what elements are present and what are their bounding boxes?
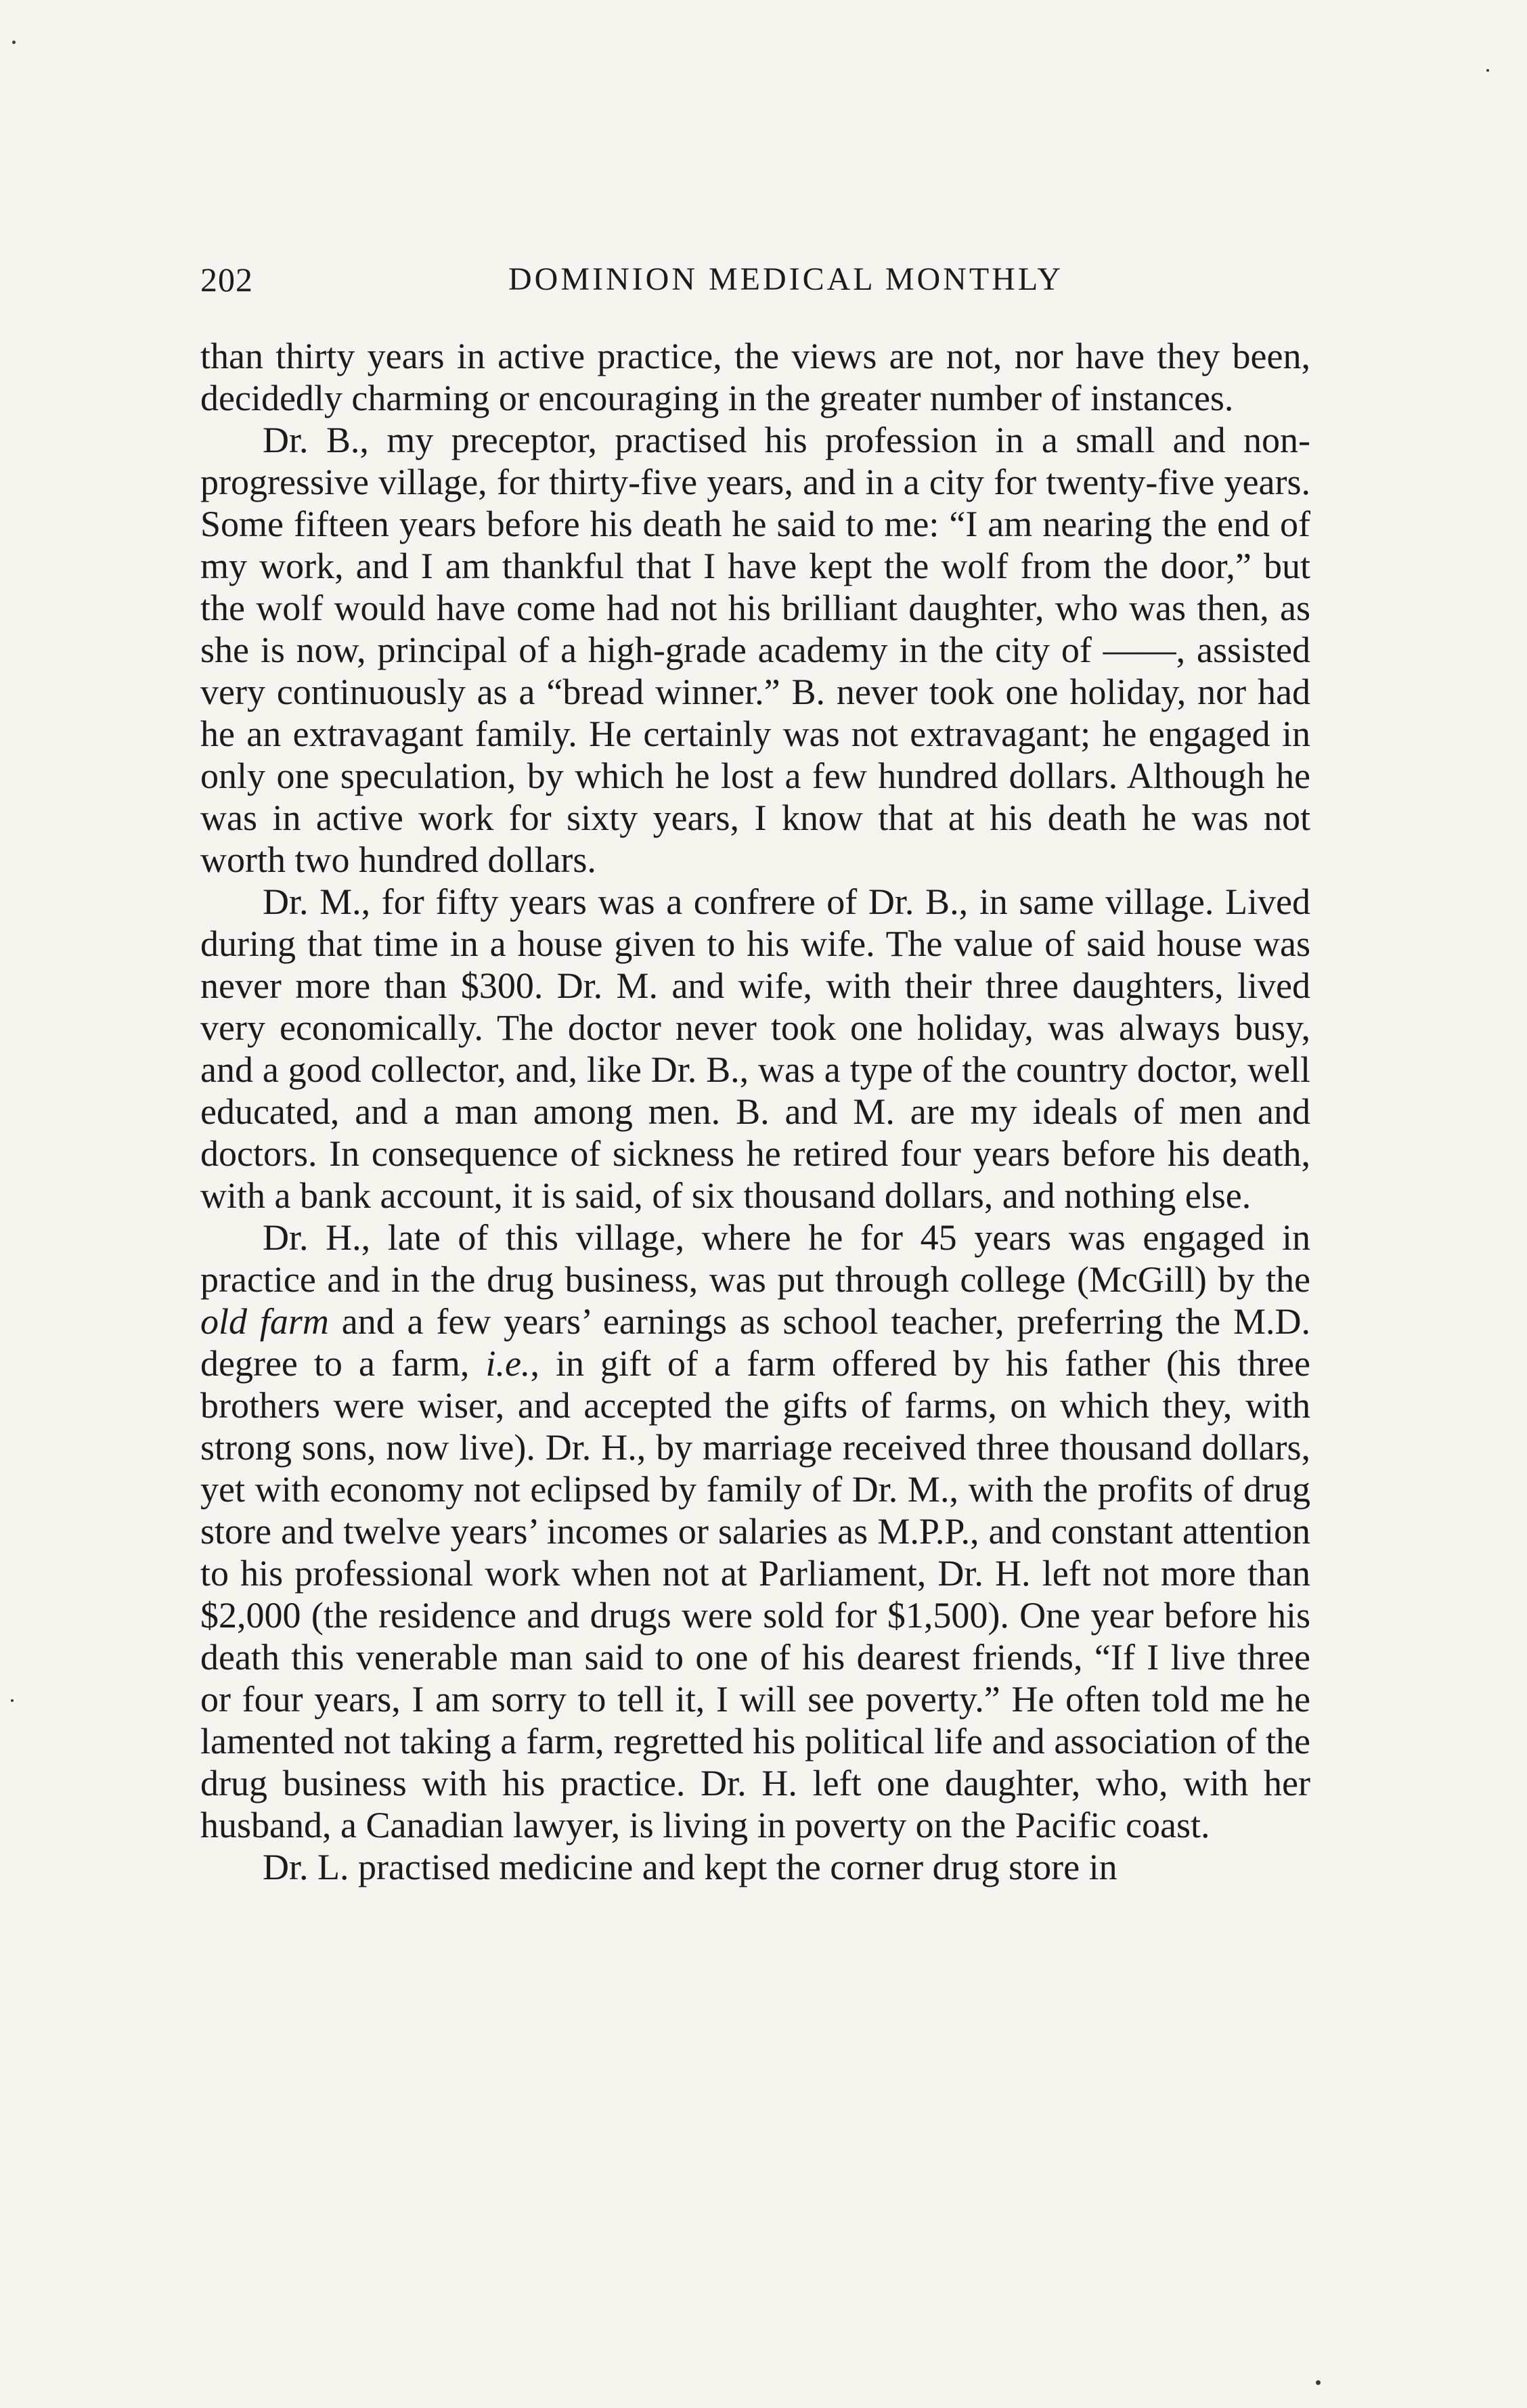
paragraph-dr-m: Dr. M., for fifty years was a confrere of Dr. B., in same village. Lived during that time in a house given to his wife. The value of said house was never more than $300. Dr. M. and wife, with their three daughters, lived very economically. The doctor never took one holiday, was always busy, and a good collector, and, like Dr. B., was a type of the country doctor, well educated, and a man among men. B. and M. are my ideals of men and doctors. In consequence of sickness he retired four years before his death, with a bank account, it is said, of six thousand dollars, and nothing else. xyxy=(200,881,1310,1216)
paragraph-dr-l: Dr. L. practised medicine and kept the corner drug store in xyxy=(263,1847,1117,1887)
scan-speck xyxy=(12,41,16,44)
scan-speck xyxy=(11,1699,14,1702)
scan-speck xyxy=(1486,69,1489,72)
paragraph-continuation: than thirty years in active practice, the views are not, nor have they been, decidedly charming or encouraging in the greater number of instances. xyxy=(200,336,1310,418)
page-number: 202 xyxy=(200,261,253,299)
article-body xyxy=(200,335,1310,1888)
dr-h-text-start: Dr. H., late of this village, where he for 45 years was engaged in practice and in the drug business, was put through college (McGill) by the xyxy=(200,1217,1310,1300)
paragraph-dr-h xyxy=(200,1217,1310,1846)
scan-speck xyxy=(1316,2380,1321,2385)
running-head xyxy=(200,256,1310,303)
dr-h-italic-ie: i.e. xyxy=(485,1343,531,1384)
journal-title: DOMINION MEDICAL MONTHLY xyxy=(508,261,1063,297)
dr-h-italic-old-farm: old farm xyxy=(200,1301,329,1342)
dr-h-text-middle: and a few years’ earnings as school teacher, preferring the M.D. degree to a farm, xyxy=(200,1301,1310,1384)
dr-h-text-end: , in gift of a farm offered by his father (his three brothers were wiser, and accepted the gifts of farms, on which they, with strong sons, now live). Dr. H., by marriage received three thousand dollars, yet with economy not eclipsed by family of Dr. M., with the profits of drug store and twelve years’ incomes or salaries as M.P.P., and constant attention to his professional work when not at Parliament, Dr. H. left not more than $2,000 (the residence and drugs were sold for $1,500). One year before his death this venerable man said to one of his dearest friends, “If I live three or four years, I am sorry to tell it, I will see poverty.” He often told me he lamented not taking a farm, regretted his political life and association of the drug business with his practice. Dr. H. left one daughter, who, with her husband, a Canadian lawyer, is living in poverty on the Pacific coast. xyxy=(200,1343,1310,1845)
paragraph-dr-b: Dr. B., my preceptor, practised his profession in a small and non-progressive village, for thirty-five years, and in a city for twenty-five years. Some fifteen years before his death he said to me: “I am nearing the end of my work, and I am thankful that I have kept the wolf from the door,” but the wolf would have come had not his brilliant daughter, who was then, as she is now, principal of a high-grade academy in the city of ——, assisted very continuously as a “bread winner.” B. never took one holiday, nor had he an extravagant family. He certainly was not extravagant; he engaged in only one speculation, by which he lost a few hundred dollars. Although he was in active work for sixty years, I know that at his death he was not worth two hundred dollars. xyxy=(200,420,1310,880)
